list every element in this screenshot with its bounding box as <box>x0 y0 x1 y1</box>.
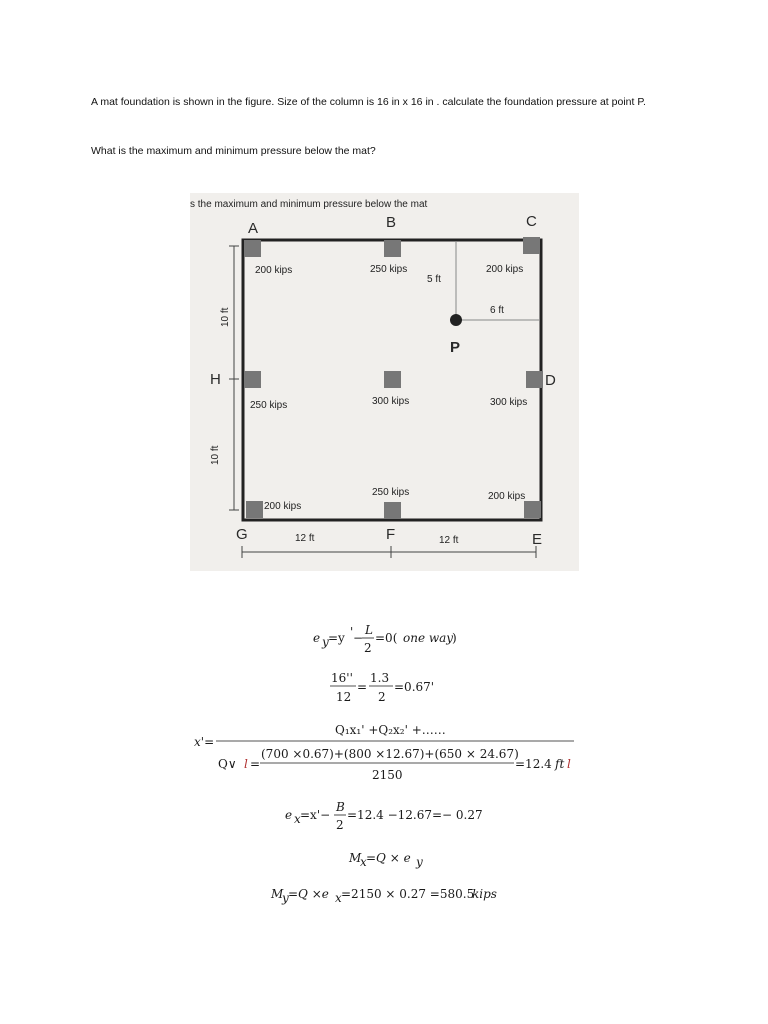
ex-num: B <box>336 800 345 814</box>
xprime-lhs: x'= <box>194 735 215 749</box>
xprime-rhs-italic: ft <box>555 757 565 771</box>
ey-num: L <box>365 623 373 637</box>
frac1-num: 16'' <box>331 671 353 685</box>
column-E <box>524 501 541 518</box>
load-C: 200 kips <box>486 264 524 275</box>
ey-den: 2 <box>364 641 372 655</box>
column-A <box>244 240 261 257</box>
xprime-eq: = <box>250 757 261 771</box>
mx-lhs: M <box>349 851 362 865</box>
question-subtext: What is the maximum and minimum pressure below the mat? <box>91 145 376 157</box>
label-D: D <box>545 372 556 389</box>
my-tail-italic: kips <box>472 887 497 901</box>
ex-eq: =x'− <box>300 808 331 822</box>
dim-left-top: 10 ft <box>220 307 231 327</box>
my-sub2: x <box>335 891 342 905</box>
ey-eq: =y <box>328 631 345 645</box>
label-E: E <box>532 531 543 548</box>
column-H <box>244 371 261 388</box>
my-sub: y <box>282 891 289 905</box>
mat-foundation-figure <box>190 193 579 571</box>
ey-rhs: =0( <box>375 631 398 645</box>
dim-6ft: 6 ft <box>490 305 504 316</box>
column-F <box>384 502 401 519</box>
frac1-den: 12 <box>336 690 352 704</box>
dim-bottom-right: 12 ft <box>439 535 459 546</box>
xprime-rhs-red: l <box>567 757 571 771</box>
mx-sub2: y <box>416 855 423 869</box>
frac-rhs: =0.67' <box>394 680 435 694</box>
load-A: 200 kips <box>255 265 293 276</box>
ey-prime: ' <box>350 625 354 639</box>
dim-bottom-left: 12 ft <box>295 533 315 544</box>
frac-eq-sign: = <box>357 680 368 694</box>
load-F: 250 kips <box>372 487 410 498</box>
column-B <box>384 240 401 257</box>
column-D <box>526 371 543 388</box>
ex-sub: x <box>294 812 301 826</box>
ex-rhs: =12.4 −12.67=− 0.27 <box>347 808 483 822</box>
ey-rhs-italic: one way <box>403 631 454 645</box>
dim-left-bottom: 10 ft <box>210 445 221 465</box>
mx-sub: x <box>360 855 367 869</box>
my-rest: =Q ×e <box>288 887 329 901</box>
point-P-label: P <box>450 339 461 356</box>
ey-close: ) <box>452 631 457 645</box>
load-center: 300 kips <box>372 396 410 407</box>
load-H: 250 kips <box>250 400 288 411</box>
ey-sub: y <box>322 635 329 649</box>
ex-den: 2 <box>336 818 344 832</box>
label-A: A <box>248 220 259 237</box>
frac2-den: 2 <box>378 690 386 704</box>
label-H: H <box>210 371 221 388</box>
column-C <box>523 237 540 254</box>
mx-rest: =Q × e <box>366 851 411 865</box>
xprime-den: 2150 <box>372 768 403 782</box>
column-center <box>384 371 401 388</box>
column-G <box>246 501 263 518</box>
xprime-qv-red: l <box>244 757 248 771</box>
xprime-qv: Q∨ <box>218 757 237 771</box>
load-E: 200 kips <box>488 491 526 502</box>
xprime-rhs: =12.4 <box>515 757 552 771</box>
my-lhs: M <box>271 887 284 901</box>
question-text: A mat foundation is shown in the figure. Size of the column is 16 in x 16 in . calculate the foundation pressure at point P. <box>91 96 646 108</box>
load-D: 300 kips <box>490 397 528 408</box>
dim-5ft: 5 ft <box>427 274 441 285</box>
cropped-caption: s the maximum and minimum pressure below the mat <box>190 199 428 210</box>
ey-minus: − <box>353 631 364 645</box>
solution-equations <box>0 612 768 952</box>
label-C: C <box>526 213 537 230</box>
label-G: G <box>236 526 248 543</box>
ey-lhs: e <box>313 631 321 645</box>
my-tail: =2150 × 0.27 =580.5 <box>341 887 475 901</box>
point-P-marker <box>450 314 462 326</box>
xprime-top: Q₁x₁' +Q₂x₂' +…… <box>335 723 446 737</box>
load-B: 250 kips <box>370 264 408 275</box>
label-B: B <box>386 214 397 231</box>
xprime-num: (700 ×0.67)+(800 ×12.67)+(650 × 24.67) <box>261 747 519 761</box>
load-G: 200 kips <box>264 501 302 512</box>
frac2-num: 1.3 <box>370 671 390 685</box>
label-F: F <box>386 526 396 543</box>
ex-lhs: e <box>285 808 293 822</box>
